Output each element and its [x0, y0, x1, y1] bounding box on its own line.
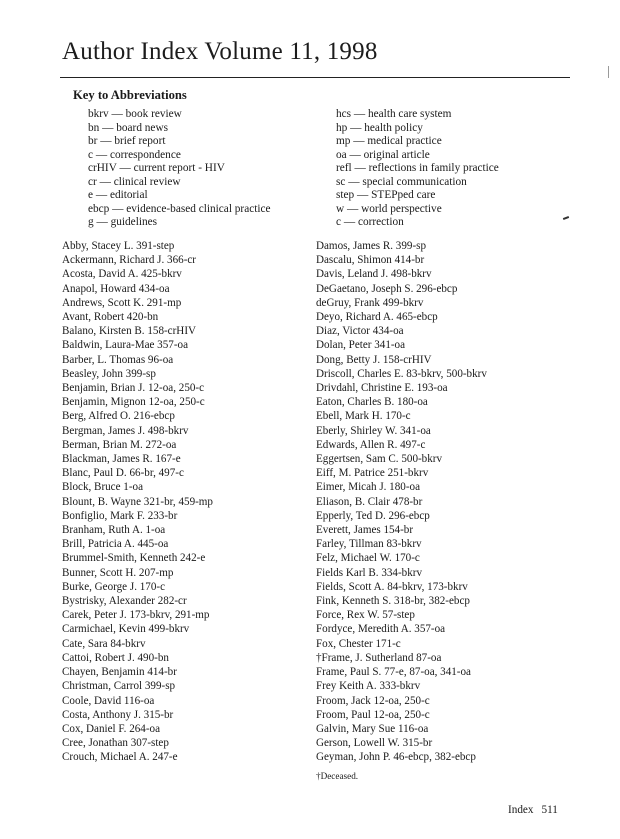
abbreviation-item: cr — clinical review	[88, 175, 181, 188]
author-entry: Carmichael, Kevin 499-bkrv	[62, 623, 190, 636]
author-entry: deGruy, Frank 499-bkrv	[316, 296, 424, 309]
abbreviations-heading: Key to Abbreviations	[73, 88, 187, 102]
author-entry: Bonfiglio, Mark F. 233-br	[62, 509, 178, 522]
margin-mark	[608, 66, 609, 78]
author-entry: Christman, Carrol 399-sp	[62, 680, 176, 693]
author-list-left	[62, 239, 213, 765]
abbreviation-item: ebcp — evidence-based clinical practice	[88, 202, 271, 215]
author-entry: Coole, David 116-oa	[62, 694, 155, 707]
abbreviation-item: c — correspondence	[88, 148, 181, 161]
author-entry: Burke, George J. 170-c	[62, 580, 166, 593]
author-list-right	[316, 239, 487, 765]
author-entry: Dolan, Peter 341-oa	[316, 339, 406, 352]
author-entry: Blount, B. Wayne 321-br, 459-mp	[62, 495, 213, 508]
abbreviation-item: hp — health policy	[336, 121, 423, 134]
abbreviation-item: step — STEPped care	[336, 189, 436, 201]
author-entry: Fox, Chester 171-c	[316, 637, 401, 650]
author-entry: Cate, Sara 84-bkrv	[62, 637, 146, 650]
author-entry: Epperly, Ted D. 296-ebcp	[316, 509, 430, 522]
abbreviation-item: hcs — health care system	[336, 108, 452, 120]
author-entry: Ebell, Mark H. 170-c	[316, 410, 411, 423]
author-entry: Bergman, James J. 498-bkrv	[62, 424, 189, 437]
author-entry: Brill, Patricia A. 445-oa	[62, 538, 169, 551]
author-entry: Beasley, John 399-sp	[62, 367, 156, 380]
author-entry: Barber, L. Thomas 96-oa	[62, 353, 174, 366]
footnote-deceased: †Deceased.	[316, 771, 359, 781]
author-entry: Dong, Betty J. 158-crHIV	[316, 353, 432, 366]
author-entry: Chayen, Benjamin 414-br	[62, 666, 177, 679]
author-entry: Frame, Paul S. 77-e, 87-oa, 341-oa	[316, 666, 471, 679]
author-entry: Eaton, Charles B. 180-oa	[316, 396, 428, 409]
author-entry: Drivdahl, Christine E. 193-oa	[316, 382, 448, 395]
author-entry: Acosta, David A. 425-bkrv	[62, 268, 182, 281]
author-entry: Everett, James 154-br	[316, 524, 414, 537]
author-entry: Fink, Kenneth S. 318-br, 382-ebcp	[316, 595, 470, 608]
author-entry: Farley, Tillman 83-bkrv	[316, 538, 422, 551]
author-entry: Froom, Jack 12-oa, 250-c	[316, 694, 430, 707]
author-entry: Berg, Alfred O. 216-ebcp	[62, 410, 175, 423]
author-entry: Davis, Leland J. 498-bkrv	[316, 268, 432, 281]
page-footer	[508, 804, 558, 816]
author-entry: Gerson, Lowell W. 315-br	[316, 737, 433, 750]
author-entry: Brummel-Smith, Kenneth 242-e	[62, 552, 206, 565]
author-entry: Carek, Peter J. 173-bkrv, 291-mp	[62, 609, 210, 622]
author-entry: Blanc, Paul D. 66-br, 497-c	[62, 467, 184, 480]
author-entry: Cattoi, Robert J. 490-bn	[62, 651, 169, 664]
author-entry: Costa, Anthony J. 315-br	[62, 708, 174, 721]
author-entry: Crouch, Michael A. 247-e	[62, 751, 178, 764]
author-entry: Fordyce, Meredith A. 357-oa	[316, 623, 446, 636]
author-entry: Diaz, Victor 434-oa	[316, 325, 404, 338]
author-entry: Blackman, James R. 167-e	[62, 453, 181, 466]
author-entry: Eiff, M. Patrice 251-bkrv	[316, 467, 429, 480]
author-entry: Fields, Scott A. 84-bkrv, 173-bkrv	[316, 580, 468, 593]
author-entry: Abby, Stacey L. 391-step	[62, 240, 175, 252]
author-entry: Balano, Kirsten B. 158-crHIV	[62, 325, 197, 338]
abbreviation-item: refl — reflections in family practice	[336, 162, 499, 174]
stray-print-mark	[563, 216, 569, 220]
author-entry: Anapol, Howard 434-oa	[62, 282, 170, 295]
abbreviation-item: e — editorial	[88, 189, 148, 201]
title-rule	[60, 77, 570, 78]
author-entry: Damos, James R. 399-sp	[316, 240, 427, 252]
page-number: 511	[541, 804, 558, 816]
abbreviation-item: oa — original article	[336, 148, 430, 161]
abbreviation-item: g — guidelines	[88, 216, 158, 228]
author-entry: Eberly, Shirley W. 341-oa	[316, 424, 431, 437]
author-entry: Benjamin, Mignon 12-oa, 250-c	[62, 396, 205, 409]
author-entry: Ackermann, Richard J. 366-cr	[62, 254, 197, 267]
author-entry: Block, Bruce 1-oa	[62, 481, 144, 494]
abbreviation-item: c — correction	[336, 216, 404, 228]
abbreviation-item: crHIV — current report - HIV	[88, 162, 225, 174]
author-entry: Andrews, Scott K. 291-mp	[62, 296, 182, 309]
author-entry: Eggertsen, Sam C. 500-bkrv	[316, 453, 443, 466]
author-entry: Dascalu, Shimon 414-br	[316, 254, 425, 267]
author-entry: Froom, Paul 12-oa, 250-c	[316, 708, 430, 721]
author-entry: Benjamin, Brian J. 12-oa, 250-c	[62, 382, 205, 395]
author-entry: Bystrisky, Alexander 282-cr	[62, 595, 187, 608]
author-entry: Cox, Daniel F. 264-oa	[62, 722, 161, 735]
author-entry: DeGaetano, Joseph S. 296-ebcp	[316, 282, 458, 295]
footer-section-label: Index	[508, 804, 534, 816]
author-entry: Fields Karl B. 334-bkrv	[316, 566, 422, 579]
abbreviation-item: br — brief report	[88, 135, 166, 147]
abbreviation-item: w — world perspective	[336, 202, 442, 215]
abbreviation-item: bn — board news	[88, 121, 169, 134]
author-entry: Felz, Michael W. 170-c	[316, 552, 420, 565]
abbreviation-item: mp — medical practice	[336, 135, 442, 147]
author-entry: Deyo, Richard A. 465-ebcp	[316, 311, 438, 324]
author-entry: Branham, Ruth A. 1-oa	[62, 524, 166, 537]
author-entry: Frey Keith A. 333-bkrv	[316, 680, 421, 693]
author-entry: Baldwin, Laura-Mae 357-oa	[62, 339, 188, 352]
author-entry: Driscoll, Charles E. 83-bkrv, 500-bkrv	[316, 367, 487, 380]
author-entry: Geyman, John P. 46-ebcp, 382-ebcp	[316, 751, 476, 764]
author-entry: Bunner, Scott H. 207-mp	[62, 566, 174, 579]
author-entry: Eimer, Micah J. 180-oa	[316, 481, 420, 494]
author-entry: Cree, Jonathan 307-step	[62, 737, 169, 750]
author-entry: Edwards, Allen R. 497-c	[316, 438, 426, 451]
abbreviation-item: sc — special communication	[336, 175, 467, 188]
author-entry: Berman, Brian M. 272-oa	[62, 438, 177, 451]
author-entry: Galvin, Mary Sue 116-oa	[316, 722, 429, 735]
author-entry: Eliason, B. Clair 478-br	[316, 495, 423, 508]
abbreviations-list-left	[88, 108, 271, 230]
author-entry: †Frame, J. Sutherland 87-oa	[316, 651, 442, 664]
author-entry: Force, Rex W. 57-step	[316, 609, 415, 622]
abbreviation-item: bkrv — book review	[88, 108, 182, 120]
author-entry: Avant, Robert 420-bn	[62, 311, 159, 324]
abbreviations-list-right	[336, 108, 499, 230]
page-title: Author Index Volume 11, 1998	[62, 38, 378, 65]
